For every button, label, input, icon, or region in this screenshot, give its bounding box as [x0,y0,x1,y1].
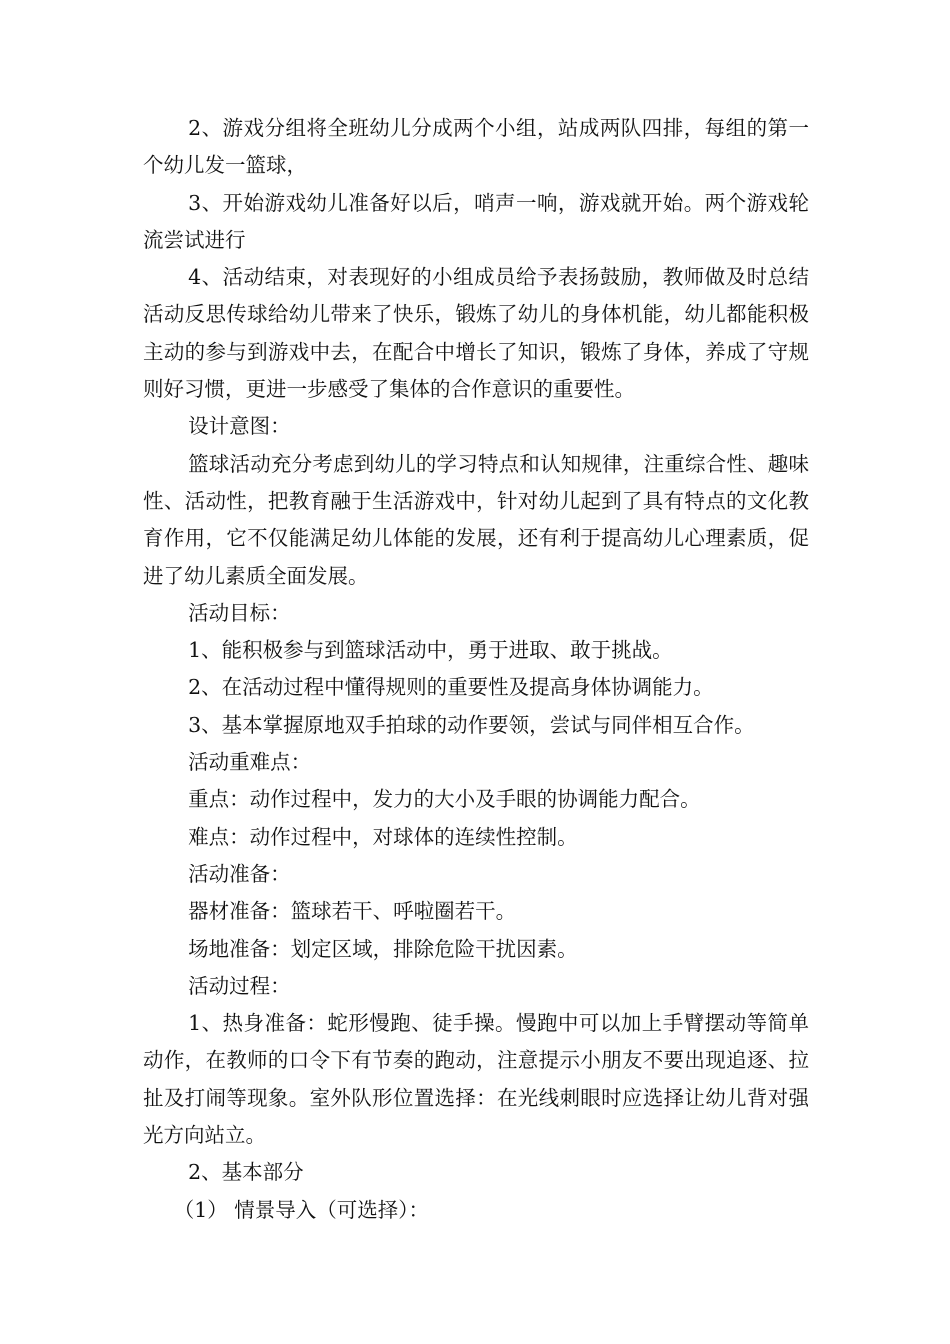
key-point: 重点：动作过程中，发力的大小及手眼的协调能力配合。 [188,787,701,812]
paragraph-game-grouping: 2、游戏分组将全班幼儿分成两个小组，站成两队四排，每组的第一个幼儿发一篮球， [143,116,809,178]
heading-key-difficult-points: 活动重难点： [188,750,312,775]
goal-item-2: 2、在活动过程中懂得规则的重要性及提高身体协调能力。 [188,675,714,700]
document-body [143,110,809,1229]
goal-item-3: 3、基本掌握原地双手拍球的动作要领，尝试与同伴相互合作。 [188,712,755,737]
process-warmup: 1、热身准备：蛇形慢跑、徒手操。慢跑中可以加上手臂摆动等简单动作，在教师的口令下有节奏的跑动，注意提示小朋友不要出现追逐、拉扯及打闹等现象。室外队形位置选择：在光线刺眼时应选择让幼儿背对强光方向站立。 [143,1011,809,1148]
process-basic-part: 2、基本部分 [188,1160,304,1185]
venue-preparation: 场地准备：划定区域，排除危险干扰因素。 [188,936,578,961]
goal-item-1: 1、能积极参与到篮球活动中，勇于进取、敢于挑战。 [188,638,673,663]
process-scene-intro: （1） 情景导入（可选择）： [173,1197,430,1222]
paragraph-design-intent: 篮球活动充分考虑到幼儿的学习特点和认知规律，注重综合性、趣味性、活动性，把教育融于生活游戏中，针对幼儿起到了具有特点的文化教育作用，它不仅能满足幼儿体能的发展，还有利于提高幼儿心理素质，促进了幼儿素质全面发展。 [143,451,809,588]
difficult-point: 难点：动作过程中，对球体的连续性控制。 [188,824,578,849]
heading-activity-preparation: 活动准备： [188,861,291,886]
paragraph-game-start: 3、开始游戏幼儿准备好以后，哨声一响，游戏就开始。两个游戏轮流尝试进行 [143,190,809,252]
heading-activity-process: 活动过程： [188,973,291,998]
paragraph-activity-end: 4、活动结束，对表现好的小组成员给予表扬鼓励，教师做及时总结活动反思传球给幼儿带来了快乐，锻炼了幼儿的身体机能，幼儿都能积极主动的参与到游戏中去，在配合中增长了知识，锻炼了身体，养成了守规则好习惯，更进一步感受了集体的合作意识的重要性。 [143,265,809,402]
heading-activity-goals: 活动目标： [188,600,291,625]
equipment-preparation: 器材准备：篮球若干、呼啦圈若干。 [188,899,517,924]
heading-design-intent: 设计意图： [188,414,291,439]
